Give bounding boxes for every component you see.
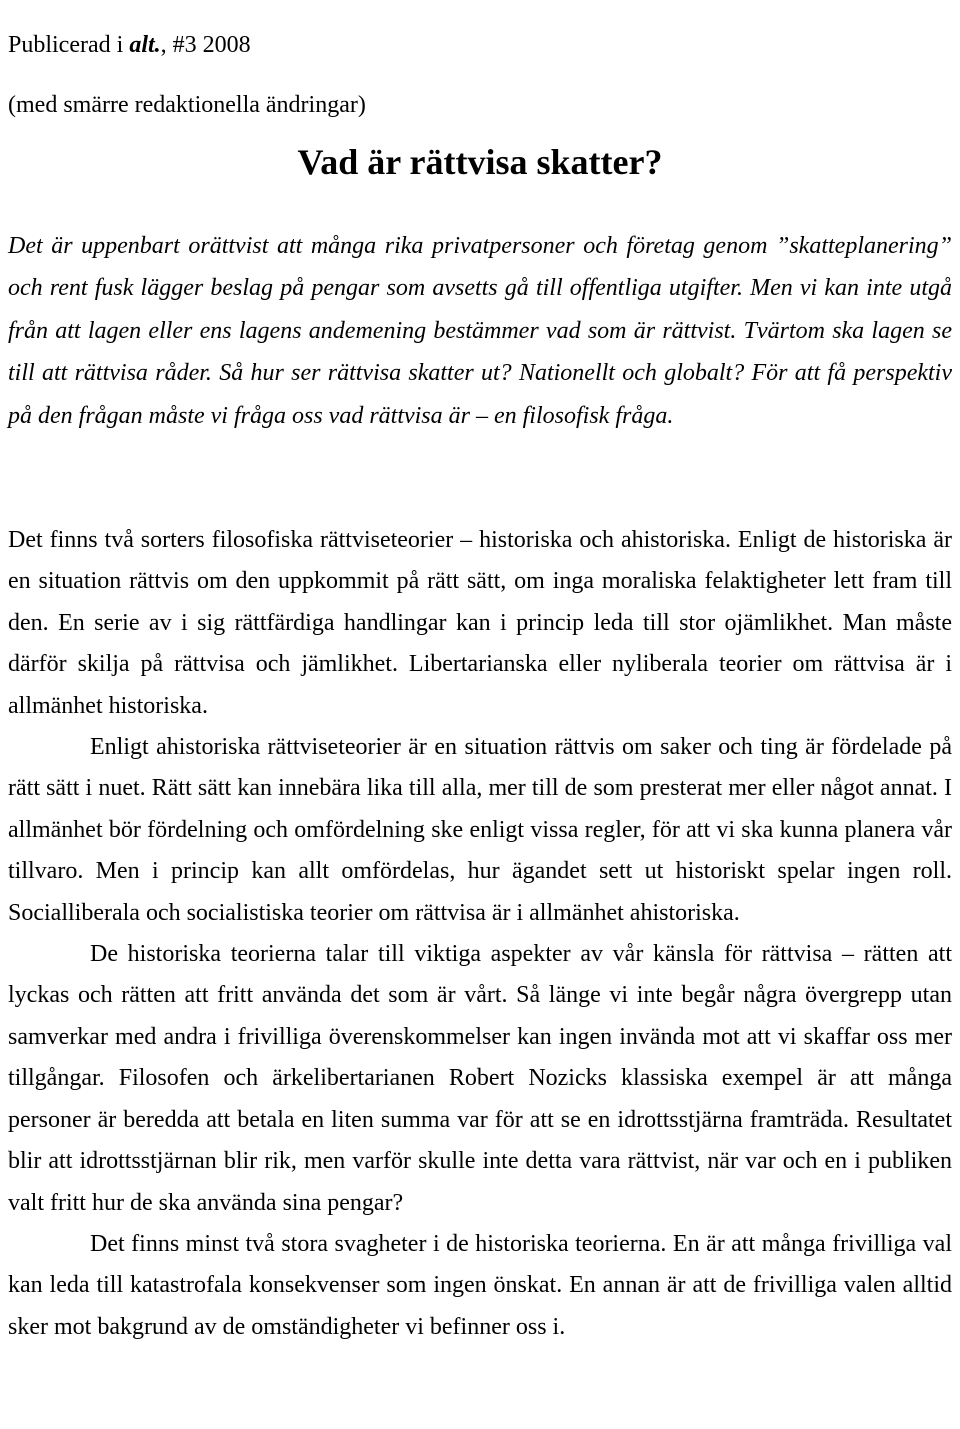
article-body (8, 520, 952, 1348)
editorial-note: (med smärre redaktionella ändringar) (8, 92, 366, 118)
body-paragraph-3: De historiska teorierna talar till viktiga aspekter av vår känsla för rättvisa – rätten att lyckas och rätten att fritt använda det som är vårt. Så länge vi inte begår några övergrepp utan samverkar med andra i frivilliga överenskommelser kan ingen invända mot att vi skaffar oss mer tillgångar. Filosofen och ärkelibertarianen Robert Nozicks klassiska exempel är att många personer är beredda att betala en liten summa var för att se en idrottsstjärna framträda. Resultatet blir att idrottsstjärnan blir rik, men varför skulle inte detta vara rättvist, när var och en i publiken valt fritt hur de ska använda sina pengar? (8, 941, 952, 1216)
article-title: Vad är rättvisa skatter? (297, 142, 663, 182)
body-paragraph-2: Enligt ahistoriska rättviseteorier är en situation rättvis om saker och ting är fördelade på rätt sätt i nuet. Rätt sätt kan innebära lika till alla, mer till de som presterat mer eller något annat. I allmänhet bör fördelning och omfördelning ske enligt vissa regler, för att vi ska kunna planera vår tillvaro. Men i princip kan allt omfördelas, hur ägandet sett ut historiskt spelar ingen roll. Socialliberala och socialistiska teorier om rättvisa är i allmänhet ahistoriska. (8, 734, 952, 926)
publication-line (8, 30, 366, 60)
publication-prefix: Publicerad i (8, 32, 130, 58)
publication-note (8, 0, 366, 150)
body-paragraph-4: Det finns minst två stora svagheter i de historiska teorierna. En är att många frivilliga val kan leda till katastrofala konsekvenser som ingen önskat. En annan är att de frivilliga valen alltid sker mot bakgrund av de omständigheter vi befinner oss i. (8, 1230, 952, 1340)
magazine-name: alt. (129, 32, 161, 58)
body-paragraph-1: Det finns två sorters filosofiska rättviseteorier – historiska och ahistoriska. Enligt de historiska är en situation rättvis om den uppkommit på rätt sätt, om inga moraliska felaktigheter lett fram till den. En serie av i sig rättfärdiga handlingar kan i princip leda till stor ojämlikhet. Man måste därför skilja på rättvisa och jämlikhet. Libertarianska eller nyliberala teorier om rättvisa är i allmänhet historiska. (8, 527, 952, 719)
article-lead: Det är uppenbart orättvist att många rika privatpersoner och företag genom ”skatteplanering” och rent fusk lägger beslag på pengar som avsetts gå till offentliga utgifter. Men vi kan inte utgå från att lagen eller ens lagens andemening bestämmer vad som är rättvist. Tvärtom ska lagen se till att rättvisa råder. Så hur ser rättvisa skatter ut? Nationellt och globalt? För att få perspektiv på den frågan måste vi fråga oss vad rättvisa är – en filosofisk fråga. (8, 233, 952, 429)
issue-number: , #3 2008 (160, 32, 251, 58)
